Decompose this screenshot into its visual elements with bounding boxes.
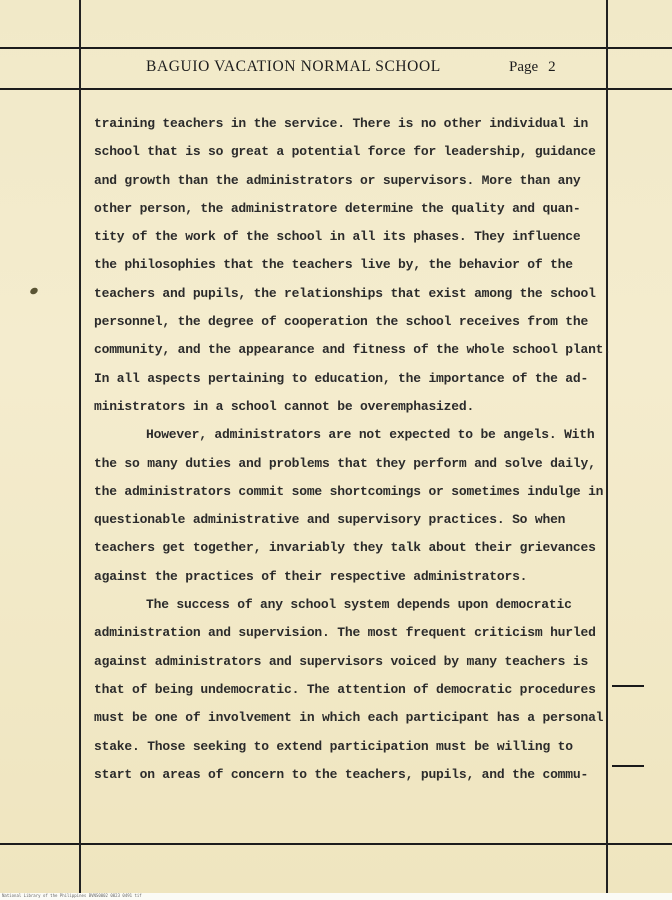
page-label: Page (509, 59, 539, 75)
text-line: against administrators and supervisors voiced by many teachers is (94, 653, 589, 669)
margin-tick-mark (612, 685, 644, 687)
left-margin-rule (79, 0, 81, 893)
text-line: the so many duties and problems that they perform and solve daily, (94, 455, 596, 471)
text-line: and growth than the administrators or supervisors. More than any (94, 172, 581, 188)
text-line: the philosophies that the teachers live by, the behavior of the (94, 257, 573, 273)
paragraph-start-line: The success of any school system depends upon democratic (146, 597, 572, 613)
text-line: must be one of involvement in which each participant has a personal (94, 710, 604, 726)
text-line: In all aspects pertaining to education, the importance of the ad- (94, 370, 589, 386)
text-line: administration and supervision. The most frequent criticism hurled (94, 625, 596, 641)
text-line: other person, the administratore determine the quality and quan- (94, 200, 581, 216)
text-line: that of being undemocratic. The attention of democratic procedures (94, 681, 596, 697)
page-number (509, 59, 556, 76)
page-number-value: 2 (548, 59, 556, 75)
top-rule (0, 47, 672, 49)
text-line: teachers and pupils, the relationships that exist among the school (94, 285, 596, 301)
text-line: the administrators commit some shortcomings or sometimes indulge in (94, 483, 604, 499)
footer-rule (0, 843, 672, 845)
text-line: tity of the work of the school in all its phases. They influence (94, 229, 581, 245)
text-line: school that is so great a potential force for leadership, guidance (94, 144, 596, 160)
scan-footer-text: National Library of the Philippines BVNS0002 0023 0491 tif (2, 893, 142, 898)
header-bottom-rule (0, 88, 672, 90)
margin-tick-mark (612, 765, 644, 767)
ink-smudge (29, 286, 39, 295)
paragraph-start-line: However, administrators are not expected to be angels. With (146, 427, 595, 443)
text-line: questionable administrative and supervisory practices. So when (94, 512, 566, 528)
text-line: training teachers in the service. There is no other individual in (94, 116, 589, 131)
text-line: start on areas of concern to the teachers, pupils, and the commu- (94, 766, 589, 782)
page-title: BAGUIO VACATION NORMAL SCHOOL (146, 58, 441, 75)
text-line: stake. Those seeking to extend participation must be willing to (94, 738, 573, 754)
body-text (94, 110, 614, 789)
text-line: personnel, the degree of cooperation the school receives from the (94, 314, 589, 330)
text-line: community, and the appearance and fitness of the whole school plant. (94, 342, 611, 358)
text-line: against the practices of their respective administrators. (94, 568, 528, 584)
text-line: ministrators in a school cannot be overemphasized. (94, 398, 475, 414)
text-line: teachers get together, invariably they talk about their grievances (94, 540, 596, 556)
